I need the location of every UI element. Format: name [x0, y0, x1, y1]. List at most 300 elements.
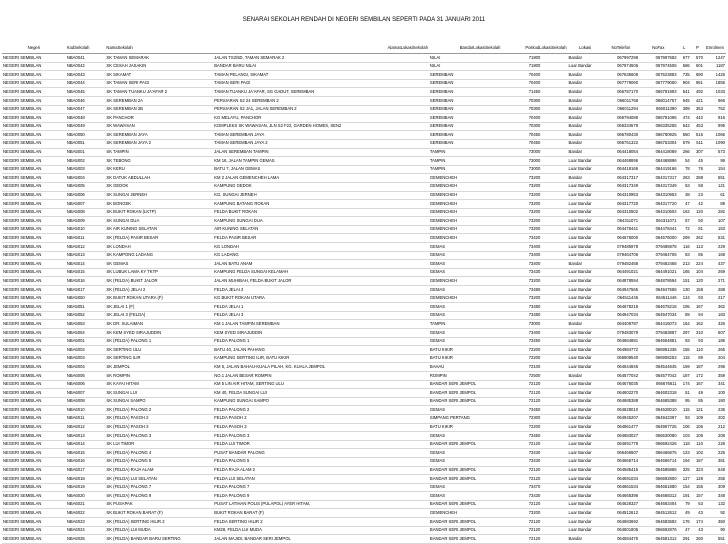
cell-l: 155 — [678, 346, 691, 355]
cell-kod-sekolah: NBA6017 — [66, 466, 106, 475]
cell-kod-sekolah: NBA0046 — [66, 96, 106, 105]
cell-alamat: KG MELAYU, PANCHOR — [213, 114, 429, 123]
cell-lokasi: Luar Bandar — [568, 329, 603, 338]
cell-kod-sekolah: NBA6011 — [66, 414, 106, 423]
cell-alamat: FELDA BUKIT ROKAN — [213, 208, 429, 217]
cell-enrolmen: 551 — [704, 535, 726, 544]
cell-no-telefon: 064668396 — [603, 492, 639, 501]
cell-no-fax: 067623883 — [639, 71, 678, 80]
cell-alamat: AIR KUNING SELATAN — [213, 225, 429, 234]
cell-enrolmen: 1066 — [704, 131, 726, 140]
cell-bandar: SEREMBAN — [429, 88, 502, 97]
cell-no-fax: 064947565 — [639, 286, 678, 295]
cell-kod-sekolah: NBA6022 — [66, 509, 106, 518]
cell-alamat: FELDA LUI TIMOR — [213, 440, 429, 449]
cell-l: 124 — [678, 294, 691, 303]
cell-lokasi: Luar Bandar — [568, 363, 603, 372]
cell-p: 951 — [691, 79, 704, 88]
table-row — [2, 354, 726, 363]
cell-no-fax: 079482468 — [639, 260, 678, 269]
cell-no-fax: 079464706 — [639, 251, 678, 260]
school-table — [2, 43, 726, 544]
cell-negeri: NEGERI SEMBILAN — [2, 114, 66, 123]
cell-alamat: TAMAN SEREMBAN JAYA 2 — [213, 139, 429, 148]
cell-poskod: 73000 — [502, 148, 568, 157]
cell-no-fax: 064967725 — [639, 423, 678, 432]
cell-poskod: 73430 — [502, 449, 568, 458]
cell-no-fax: 064947034 — [639, 311, 678, 320]
cell-nama-sekolah: SK SUNGAI DUA — [105, 217, 213, 226]
cell-bandar: TAMPIN — [429, 148, 502, 157]
cell-l: 325 — [678, 466, 691, 475]
cell-bandar: BANDAR SERI JEMPOL — [429, 518, 502, 527]
cell-no-fax: 066011390 — [639, 105, 678, 114]
cell-p: 442 — [691, 114, 704, 123]
cell-p: 690 — [691, 71, 704, 80]
cell-no-telefon: 064544845 — [603, 363, 639, 372]
cell-alamat: FELDA PALONG 7 — [213, 483, 429, 492]
cell-bandar: GEMAS — [429, 286, 502, 295]
cell-alamat: KG BUKIT ROKAN UTARA — [213, 294, 429, 303]
cell-no-fax: 064512612 — [639, 509, 678, 518]
cell-alamat: KM 5 LIN AIR HITAM, SERTING ULU — [213, 380, 429, 389]
table-row — [2, 329, 726, 338]
table-row — [2, 423, 726, 432]
cell-poskod: 70400 — [502, 114, 568, 123]
cell-enrolmen: 966 — [704, 96, 726, 105]
cell-enrolmen: 168 — [704, 251, 726, 260]
cell-no-telefon: 079483079 — [603, 329, 639, 338]
cell-lokasi: Luar Bandar — [568, 268, 603, 277]
cell-no-telefon: 064984772 — [603, 346, 639, 355]
cell-bandar: GEMENCHEH — [429, 225, 502, 234]
cell-negeri: NEGERI SEMBILAN — [2, 354, 66, 363]
cell-bandar: GEMAS — [429, 406, 502, 415]
cell-poskod: 73450 — [502, 432, 568, 441]
cell-enrolmen: 296 — [704, 363, 726, 372]
cell-no-fax: 064676000 — [639, 234, 678, 243]
cell-enrolmen: 180 — [704, 397, 726, 406]
cell-bandar: GEMAS — [429, 457, 502, 466]
cell-nama-sekolah: SK DATUK ABDULLAH — [105, 174, 213, 183]
cell-l: 47 — [678, 526, 691, 535]
table-row — [2, 483, 726, 492]
cell-alamat: KAMPUNG SUNGAI DUA — [213, 217, 429, 226]
cell-l: 550 — [678, 131, 691, 140]
table-row — [2, 509, 726, 518]
cell-lokasi: Luar Bandar — [568, 526, 603, 535]
cell-enrolmen: 236 — [704, 406, 726, 415]
cell-negeri: NEGERI SEMBILAN — [2, 337, 66, 346]
cell-l: 63 — [678, 182, 691, 191]
cell-no-telefon: 066334578 — [603, 122, 639, 131]
cell-nama-sekolah: SK JELAI 1 (F) — [105, 303, 213, 312]
cell-enrolmen: 121 — [704, 182, 726, 191]
cell-lokasi: Luar Bandar — [568, 251, 603, 260]
cell-no-fax: 066335255 — [639, 122, 678, 131]
cell-kod-sekolah: NBA5050 — [66, 294, 106, 303]
cell-negeri: NEGERI SEMBILAN — [2, 518, 66, 527]
cell-lokasi: Luar Bandar — [568, 303, 603, 312]
cell-nama-sekolah: SK KEM SYED SIRAJUDDIN — [105, 329, 213, 338]
cell-enrolmen: 1187 — [704, 62, 726, 71]
cell-nama-sekolah: SK SEREMBAN JAYA 2 — [105, 139, 213, 148]
cell-lokasi: Bandar — [568, 320, 603, 329]
header-nama-sekolah: NamaSekolah — [105, 43, 213, 54]
cell-lokasi: Luar Bandar — [568, 157, 603, 166]
cell-enrolmen: 573 — [704, 148, 726, 157]
cell-p: 110 — [691, 346, 704, 355]
cell-lokasi: Luar Bandar — [568, 397, 603, 406]
cell-poskod: 72120 — [502, 518, 568, 527]
cell-no-fax: 064491021 — [639, 268, 678, 277]
cell-lokasi: Luar Bandar — [568, 191, 603, 200]
cell-nama-sekolah: SK (FELDA) LUI SELATAN — [105, 475, 213, 484]
table-row — [2, 148, 726, 157]
cell-l: 118 — [678, 440, 691, 449]
cell-alamat: KM 2 JALAN GEMENCHEH LAMA — [213, 174, 429, 183]
cell-bandar: GEMENCHEH — [429, 208, 502, 217]
table-row — [2, 79, 726, 88]
cell-kod-sekolah: NBA5054 — [66, 329, 106, 338]
cell-alamat: FELDA PASIR BESAR — [213, 234, 429, 243]
table-row — [2, 337, 726, 346]
cell-poskod: 73200 — [502, 174, 568, 183]
cell-negeri: NEGERI SEMBILAN — [2, 96, 66, 105]
cell-enrolmen: 1425 — [704, 71, 726, 80]
cell-nama-sekolah: SK LONDAH — [105, 243, 213, 252]
cell-enrolmen: 154 — [704, 165, 726, 174]
cell-kod-sekolah: NBA0042 — [66, 62, 106, 71]
cell-p: 110 — [691, 440, 704, 449]
table-row — [2, 62, 726, 71]
cell-enrolmen: 208 — [704, 432, 726, 441]
cell-l: 269 — [678, 234, 691, 243]
cell-poskod: 72120 — [502, 475, 568, 484]
cell-enrolmen: 271 — [704, 277, 726, 286]
table-row — [2, 96, 726, 105]
cell-lokasi: Luar Bandar — [568, 457, 603, 466]
table-row — [2, 114, 726, 123]
cell-nama-sekolah: SK TAMAN SEMARAK — [105, 54, 213, 63]
cell-nama-sekolah: SK SEREMBAN 2A — [105, 96, 213, 105]
cell-negeri: NEGERI SEMBILAN — [2, 208, 66, 217]
cell-poskod: 73480 — [502, 303, 568, 312]
cell-no-fax: 064317720 — [639, 200, 678, 209]
cell-kod-sekolah: NBA6006 — [66, 380, 106, 389]
cell-negeri: NEGERI SEMBILAN — [2, 475, 66, 484]
cell-no-fax: 064478441 — [639, 225, 678, 234]
cell-l: 127 — [678, 475, 691, 484]
cell-no-telefon: 064585415 — [603, 466, 639, 475]
table-body — [2, 54, 726, 544]
cell-negeri: NEGERI SEMBILAN — [2, 406, 66, 415]
cell-l: 38 — [678, 191, 691, 200]
cell-lokasi: Luar Bandar — [568, 475, 603, 484]
cell-no-fax: 079485978 — [639, 243, 678, 252]
cell-poskod: 72100 — [502, 363, 568, 372]
table-row — [2, 440, 726, 449]
cell-alamat: KG LONDAH — [213, 243, 429, 252]
cell-l: 904 — [678, 79, 691, 88]
cell-negeri: NEGERI SEMBILAN — [2, 363, 66, 372]
cell-poskod: 73200 — [502, 191, 568, 200]
cell-p: 105 — [691, 432, 704, 441]
cell-kod-sekolah: NBA0047 — [66, 105, 106, 114]
cell-nama-sekolah: SK (FELDA) BANDAR BARU SERTING — [105, 535, 213, 544]
cell-no-fax: 066692426 — [639, 440, 678, 449]
cell-l: 542 — [678, 122, 691, 131]
cell-negeri: NEGERI SEMBILAN — [2, 492, 66, 501]
cell-nama-sekolah: SK (FELDA) PASOH 3 — [105, 423, 213, 432]
cell-no-telefon: 064878594 — [603, 277, 639, 286]
cell-lokasi: Bandar — [568, 54, 603, 63]
cell-bandar: SEREMBAN — [429, 71, 502, 80]
cell-negeri: NEGERI SEMBILAN — [2, 432, 66, 441]
cell-kod-sekolah: NBA6015 — [66, 449, 106, 458]
cell-nama-sekolah: SK SEREMBAN JAYA — [105, 131, 213, 140]
cell-no-fax: 064678218 — [639, 303, 678, 312]
cell-no-telefon: 064311071 — [603, 217, 639, 226]
cell-bandar: GEMAS — [429, 329, 502, 338]
table-row — [2, 191, 726, 200]
cell-no-telefon: 064676000 — [603, 234, 639, 243]
page-title: SENARAI SEKOLAH RENDAH DI NEGERI SEMBILAN SEPERTI PADA 31 JANUARI 2011 — [242, 17, 486, 23]
cell-bandar: NILAI — [429, 62, 502, 71]
cell-lokasi: Bandar — [568, 535, 603, 544]
cell-alamat: FELDA PALONG 3 — [213, 432, 429, 441]
cell-kod-sekolah: NBA5052 — [66, 311, 106, 320]
cell-no-telefon: 066908540 — [603, 354, 639, 363]
cell-no-telefon: 064602270 — [603, 389, 639, 398]
cell-no-fax: 064661880 — [639, 483, 678, 492]
cell-kod-sekolah: NBA6012 — [66, 423, 106, 432]
table-row — [2, 277, 726, 286]
cell-enrolmen: 153 — [704, 225, 726, 234]
cell-p: 307 — [691, 148, 704, 157]
cell-negeri: NEGERI SEMBILAN — [2, 500, 66, 509]
cell-bandar: TAMPIN — [429, 320, 502, 329]
cell-negeri: NEGERI SEMBILAN — [2, 535, 66, 544]
cell-kod-sekolah: NBA0043 — [66, 71, 106, 80]
cell-lokasi: Luar Bandar — [568, 346, 603, 355]
cell-enrolmen: 89 — [704, 200, 726, 209]
cell-p: 43 — [691, 509, 704, 518]
cell-lokasi: Luar Bandar — [568, 165, 603, 174]
cell-enrolmen: 752 — [704, 105, 726, 114]
cell-negeri: NEGERI SEMBILAN — [2, 311, 66, 320]
cell-p: 162 — [691, 320, 704, 329]
cell-poskod: 70450 — [502, 131, 568, 140]
cell-poskod: 72200 — [502, 354, 568, 363]
cell-enrolmen: 204 — [704, 354, 726, 363]
cell-negeri: NEGERI SEMBILAN — [2, 320, 66, 329]
cell-lokasi: Bandar — [568, 105, 603, 114]
cell-no-fax: 066908253 — [639, 354, 678, 363]
cell-alamat: PUSAT BANDAR PALONG — [213, 449, 429, 458]
cell-no-telefon: 079482468 — [603, 260, 639, 269]
cell-alamat: KM 5, JALAN BAHAU-KUALA PILAH, KG. KUALA JEMPOL — [213, 363, 429, 372]
cell-l: 51 — [678, 389, 691, 398]
cell-l: 159 — [678, 363, 691, 372]
cell-alamat: PERSIARAN S2 24 SEREMBAN 2 — [213, 96, 429, 105]
cell-enrolmen: 1247 — [704, 54, 726, 63]
cell-negeri: NEGERI SEMBILAN — [2, 268, 66, 277]
table-row — [2, 457, 726, 466]
cell-p: 93 — [691, 294, 704, 303]
cell-poskod: 73200 — [502, 509, 568, 518]
cell-p: 42 — [691, 200, 704, 209]
cell-kod-sekolah: NBA5012 — [66, 243, 106, 252]
cell-nama-sekolah: SK SIKAMAT — [105, 71, 213, 80]
cell-lokasi: Luar Bandar — [568, 380, 603, 389]
cell-poskod: 73200 — [502, 217, 568, 226]
cell-p: 85 — [691, 251, 704, 260]
cell-enrolmen: 648 — [704, 466, 726, 475]
cell-nama-sekolah: SK SUNGAI JERNEH — [105, 191, 213, 200]
cell-bandar: BANDAR SERI JEMPOL — [429, 440, 502, 449]
cell-negeri: NEGERI SEMBILAN — [2, 526, 66, 535]
cell-poskod: 72200 — [502, 423, 568, 432]
cell-bandar: GEMAS — [429, 492, 502, 501]
cell-alamat: KM 16, JALAN TAMPIN GEMAS — [213, 157, 429, 166]
cell-enrolmen: 217 — [704, 294, 726, 303]
cell-bandar: SEREMBAN — [429, 79, 502, 88]
cell-enrolmen: 183 — [704, 311, 726, 320]
cell-lokasi: Bandar — [568, 71, 603, 80]
cell-nama-sekolah: SK (FELDA) PALONG 3 — [105, 432, 213, 441]
cell-l: 47 — [678, 200, 691, 209]
cell-no-fax: 064577042 — [639, 371, 678, 380]
cell-no-fax: 066780925 — [639, 131, 678, 140]
cell-kod-sekolah: NBA5051 — [66, 303, 106, 312]
cell-negeri: NEGERI SEMBILAN — [2, 174, 66, 183]
cell-no-fax: 064310502 — [639, 208, 678, 217]
cell-p: 421 — [691, 96, 704, 105]
cell-negeri: NEGERI SEMBILAN — [2, 79, 66, 88]
cell-no-telefon: 066011294 — [603, 105, 639, 114]
cell-nama-sekolah: SK TAMAN TUANKU JA'AFAR 2 — [105, 88, 213, 97]
cell-kod-sekolah: NBA6024 — [66, 526, 106, 535]
cell-poskod: 73420 — [502, 234, 568, 243]
cell-no-telefon: 079485978 — [603, 243, 639, 252]
table-row — [2, 217, 726, 226]
cell-kod-sekolah: NBA5003 — [66, 165, 106, 174]
cell-lokasi: Bandar — [568, 371, 603, 380]
cell-no-fax: 064581312 — [639, 535, 678, 544]
cell-alamat: JALAN MAJIDI, BANDAR SERI JEMPOL — [213, 535, 429, 544]
cell-nama-sekolah: SK KAYAI HITAM — [105, 380, 213, 389]
cell-lokasi: Bandar — [568, 131, 603, 140]
cell-alamat: KEM SYED SIRAJUDDIN — [213, 329, 429, 338]
cell-kod-sekolah: NBA6001 — [66, 337, 106, 346]
cell-lokasi: Luar Bandar — [568, 243, 603, 252]
header-bandar: BandarLokasiSekolah — [429, 43, 502, 54]
cell-kod-sekolah: NBA0049 — [66, 122, 106, 131]
cell-lokasi: Luar Bandar — [568, 406, 603, 415]
cell-bandar: ROMPIN — [429, 371, 502, 380]
header-kod-sekolah: KodSekolah — [66, 43, 106, 54]
cell-lokasi: Bandar — [568, 88, 603, 97]
cell-no-fax: 064418089 — [639, 148, 678, 157]
cell-no-fax: 064685388 — [639, 397, 678, 406]
table-row — [2, 492, 726, 501]
cell-no-fax: 079483887 — [639, 329, 678, 338]
cell-bandar: BANDAR SERI JEMPOL — [429, 380, 502, 389]
cell-bandar: TAMPIN — [429, 165, 502, 174]
cell-lokasi: Luar Bandar — [568, 294, 603, 303]
cell-lokasi: Luar Bandar — [568, 423, 603, 432]
cell-kod-sekolah: NBA6019 — [66, 483, 106, 492]
cell-alamat: FELDA PALONG 9 — [213, 492, 429, 501]
cell-lokasi: Bandar — [568, 79, 603, 88]
cell-poskod: 72120 — [502, 500, 568, 509]
cell-lokasi: Luar Bandar — [568, 432, 603, 441]
cell-l: 123 — [678, 449, 691, 458]
cell-bandar: GEMENCHEH — [429, 200, 502, 209]
cell-bandar: BANDAR SERI JEMPOL — [429, 466, 502, 475]
cell-p: 224 — [691, 260, 704, 269]
cell-no-telefon: 064491021 — [603, 268, 639, 277]
cell-no-telefon: 066787170 — [603, 88, 639, 97]
cell-no-fax: 066466875 — [639, 449, 678, 458]
cell-lokasi: Luar Bandar — [568, 182, 603, 191]
cell-no-telefon: 064691778 — [603, 440, 639, 449]
cell-l: 174 — [678, 380, 691, 389]
cell-alamat: FELDA PASOH 2 — [213, 414, 429, 423]
cell-kod-sekolah: NBA6021 — [66, 500, 106, 509]
cell-alamat: JALAN TS2/5D, TAMAN SEMARAK 2 — [213, 54, 429, 63]
cell-lokasi: Luar Bandar — [568, 449, 603, 458]
cell-lokasi: Luar Bandar — [568, 492, 603, 501]
cell-alamat: BUKIT ROKAN BARAT (F) — [213, 509, 429, 518]
cell-nama-sekolah: SK ROMPIN — [105, 371, 213, 380]
cell-negeri: NEGERI SEMBILAN — [2, 397, 66, 406]
cell-no-telefon: 066794088 — [603, 114, 639, 123]
cell-poskod: 73480 — [502, 286, 568, 295]
cell-nama-sekolah: SK KERU — [105, 165, 213, 174]
cell-nama-sekolah: SK LUI TIMOR — [105, 440, 213, 449]
header-enrolmen: Enrolmen — [704, 43, 726, 54]
cell-negeri: NEGERI SEMBILAN — [2, 380, 66, 389]
cell-p: 93 — [691, 337, 704, 346]
cell-enrolmen: 531 — [704, 234, 726, 243]
cell-no-telefon: 064666714 — [603, 457, 639, 466]
cell-l: 103 — [678, 432, 691, 441]
cell-nama-sekolah: SK (FELDA) PALONG 1 — [105, 337, 213, 346]
header-p: P — [691, 43, 704, 54]
table-row — [2, 466, 726, 475]
table-row — [2, 320, 726, 329]
cell-no-telefon: 066780430 — [603, 131, 639, 140]
cell-alamat: KAMPUNG FELDA SUNGAI KELAMAH — [213, 268, 429, 277]
cell-poskod: 70450 — [502, 139, 568, 148]
cell-bandar: GEMAS — [429, 483, 502, 492]
cell-lokasi: Luar Bandar — [568, 217, 603, 226]
cell-p: 23 — [691, 191, 704, 200]
cell-poskod: 73400 — [502, 251, 568, 260]
table-row — [2, 174, 726, 183]
table-row — [2, 286, 726, 295]
cell-no-fax: 066692876 — [639, 526, 678, 535]
cell-poskod: 73000 — [502, 157, 568, 166]
cell-nama-sekolah: SK (FELDA) JELAI 2 — [105, 286, 213, 295]
cell-p: 81 — [691, 225, 704, 234]
cell-kod-sekolah: NBA5007 — [66, 200, 106, 209]
cell-lokasi: Bandar — [568, 139, 603, 148]
cell-negeri: NEGERI SEMBILAN — [2, 88, 66, 97]
cell-kod-sekolah: NBA5013 — [66, 251, 106, 260]
